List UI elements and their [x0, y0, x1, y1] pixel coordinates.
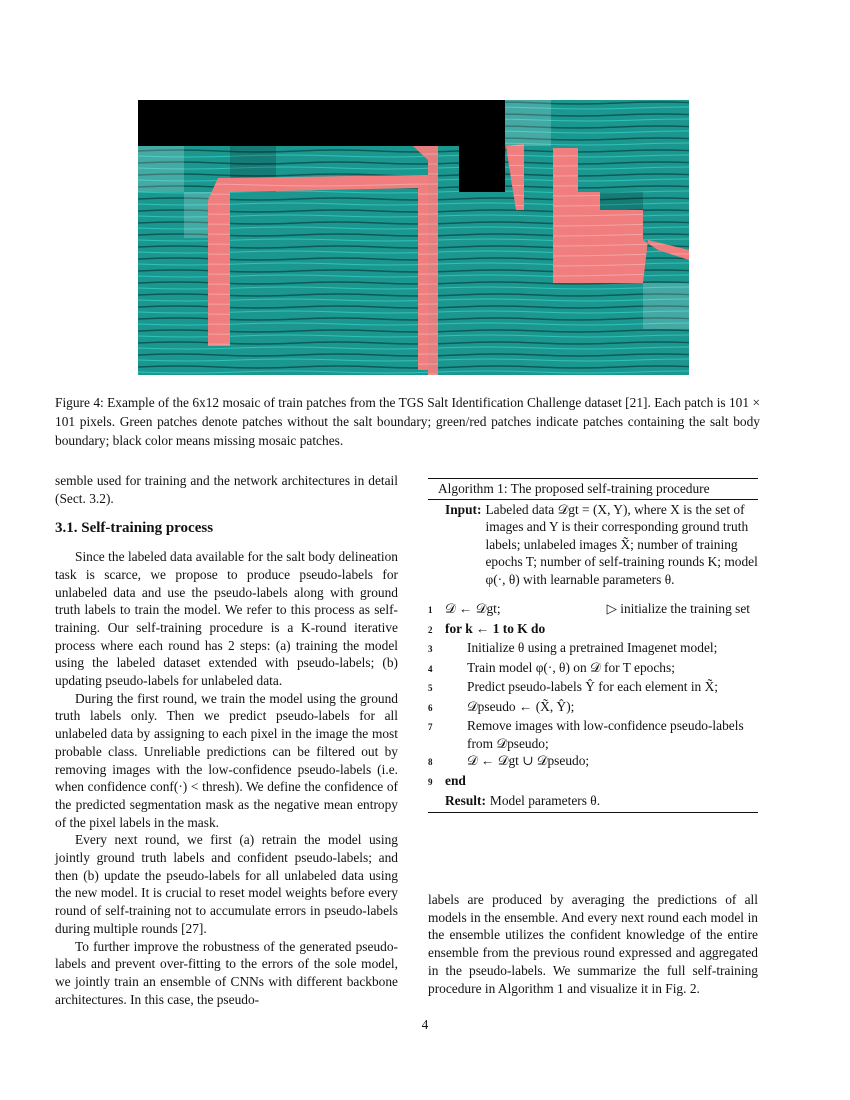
right-column-text: labels are produced by averaging the predictions of all models in the ensemble. And every next round each model in the ensemble utilizes the confident knowledge of the entire ensemble from the previous round expressed and aggregated in the pseudo-labels. We summarize the full self-training procedure in Algorithm 1 and visualize it in Fig. 2. [428, 892, 758, 996]
line-text: Initialize θ using a pretrained Imagenet model; [467, 640, 718, 655]
paragraph-4: To further improve the robustness of the generated pseudo-labels and prevent over-fitting to the errors of the sole model, we jointly train an ensemble of CNNs with different backbone architectures. In this case, the pseudo- [55, 938, 398, 1007]
algorithm-box [428, 478, 758, 813]
line-text: Train model φ(·, θ) on 𝒟 for T epochs; [467, 659, 675, 675]
line-number: 2 [428, 624, 433, 635]
algorithm-input-label: Input: [445, 501, 482, 517]
line-number: 8 [428, 757, 433, 767]
algorithm-input-text: Labeled data 𝒟gt = (X, Y), where X is the set of images and Y is their corresponding ground truth labels; unlabeled images X̃; number of training epochs T; number of self-training rounds K; model φ(·, θ) with learnable parameters θ. [485, 501, 758, 587]
algorithm-result [428, 792, 758, 810]
algorithm-line [428, 752, 758, 772]
figure-caption [55, 393, 760, 450]
line-number: 3 [428, 644, 433, 654]
figure-mosaic-image [138, 100, 689, 375]
algorithm-line [428, 772, 758, 792]
line-text: Predict pseudo-labels Ŷ for each element in X̃; [467, 679, 718, 694]
algorithm-line [428, 639, 758, 659]
paragraph-3: Every next round, we first (a) retrain the model using jointly ground truth labels and confident pseudo-labels; and then (b) update the pseudo-labels for all unlabeled data using the new model. It is crucial to reset model weights before every round of self-training not to accumulate errors in pseudo-labels during multiple rounds [27]. [55, 832, 398, 936]
algorithm-lines [428, 600, 758, 791]
algorithm-title: Algorithm 1: The proposed self-training procedure [428, 479, 758, 500]
algorithm-line [428, 678, 758, 698]
line-text: Remove images with low-confidence pseudo-labels from 𝒟pseudo; [467, 718, 744, 751]
line-number: 7 [428, 722, 433, 732]
right-column [428, 891, 758, 997]
line-comment: ▷ initialize the training set [606, 601, 750, 616]
algorithm-result-label: Result: [445, 793, 486, 808]
left-column [55, 472, 398, 1008]
line-text: 𝒟 ← 𝒟gt ∪ 𝒟pseudo; [467, 753, 590, 768]
line-number: 5 [428, 683, 433, 693]
section-heading: 3.1. Self-training process [55, 520, 214, 537]
algorithm-input [428, 501, 758, 589]
algorithm-line [428, 600, 758, 620]
line-text: 𝒟pseudo ← (X̃, Ŷ); [467, 698, 575, 714]
paragraph-1: Since the labeled data available for the salt body delineation task is scarce, we propose to produce pseudo-labels for unlabeled data and use the pseudo-labels along with ground truth labels to train the model. We refer to this process as self-training. Our self-training procedure is a K-round iterative process where each round has 2 steps: (a) training the model using the labeled dataset extended with pseudo-labels; (b) updating pseudo-labels for unlabeled data. [55, 549, 398, 689]
intro-paragraph: semble used for training and the network architectures in detail (Sect. 3.2). [55, 473, 398, 506]
algorithm-bottom-rule [428, 812, 758, 813]
line-number: 9 [428, 776, 433, 787]
algorithm-result-text: Model parameters θ. [489, 793, 601, 808]
line-text: for k ← 1 to K do [445, 620, 546, 636]
line-number: 4 [428, 663, 433, 674]
line-text: 𝒟 ← 𝒟gt; [445, 601, 501, 616]
algorithm-line [428, 698, 758, 718]
line-number: 6 [428, 702, 433, 713]
line-number: 1 [428, 605, 433, 615]
paragraph-2: During the first round, we train the model using the ground truth labels only. Then we predict pseudo-labels for all unlabeled data by assigning to each pixel in the image the most probable class. Unreliable predictions can be filtered out by removing images with the low-confidence pseudo-labels (i.e. when confidence conf(·) < thresh). We define the confidence of the predicted segmentation mask as the negative mean entropy of the pixel labels in the mask. [55, 690, 398, 830]
algorithm-line [428, 620, 758, 640]
page-number: 4 [421, 1017, 429, 1032]
algorithm-line [428, 659, 758, 679]
algorithm-line [428, 717, 758, 752]
figure-caption-text: Figure 4: Example of the 6x12 mosaic of train patches from the TGS Salt Identification Challenge dataset [21]. Each patch is 101 × 101 pixels. Green patches denote patches without the salt boundary; green/red patches indicate patches containing the salt body boundary; black color means missing mosaic patches. [55, 395, 760, 448]
line-text: end [445, 772, 466, 788]
